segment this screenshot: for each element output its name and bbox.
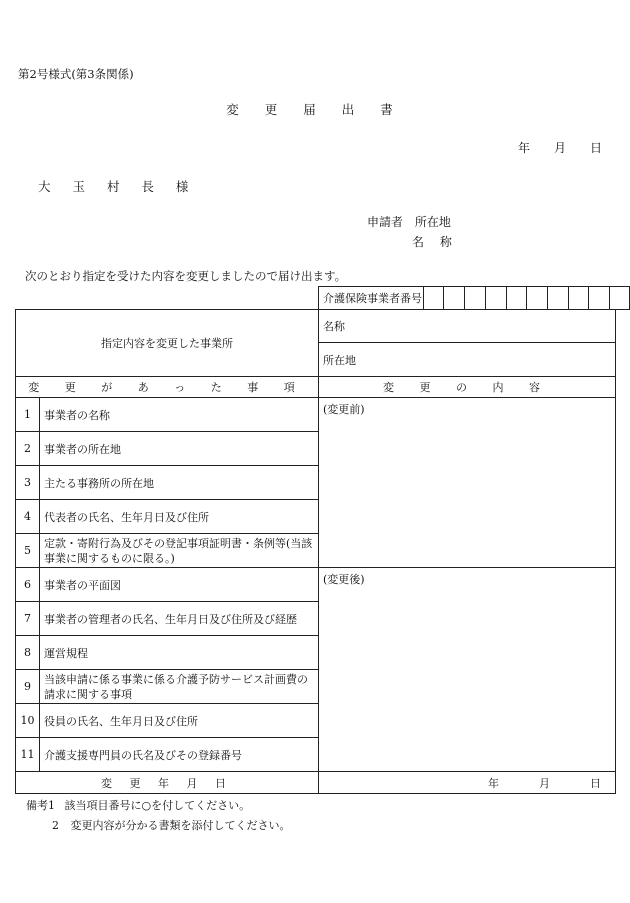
- intro-text: 次のとおり指定を受けた内容を変更しましたので届け出ます。: [25, 269, 347, 283]
- applicant-address-label: 所在地: [414, 215, 451, 229]
- year-label: 年: [518, 141, 531, 155]
- insurer-number-table: [318, 286, 630, 310]
- notes-label: 備考: [26, 799, 48, 812]
- item-number[interactable]: 4: [16, 500, 40, 534]
- item-number[interactable]: 5: [16, 534, 40, 568]
- item-number[interactable]: 8: [16, 636, 40, 670]
- before-change-field[interactable]: (変更前): [319, 398, 616, 568]
- office-name-field[interactable]: 名称: [319, 310, 616, 343]
- change-date-label-text: 変 更 年 月 日: [101, 776, 233, 790]
- note-2: [52, 817, 291, 833]
- change-month-label: 月: [539, 776, 550, 790]
- insurer-number-digit[interactable]: [610, 287, 630, 310]
- day-label: 日: [590, 141, 603, 155]
- item-number[interactable]: 9: [16, 670, 40, 704]
- insurer-number-digit[interactable]: [527, 287, 548, 310]
- item-text: 代表者の氏名、生年月日及び住所: [40, 500, 319, 534]
- item-number[interactable]: 7: [16, 602, 40, 636]
- office-address-field[interactable]: 所在地: [319, 343, 616, 377]
- item-number[interactable]: 11: [16, 738, 40, 772]
- applicant-address-line: [367, 213, 451, 230]
- note-2-text: 変更内容が分かる書類を添付してください。: [70, 819, 291, 832]
- month-label: 月: [554, 141, 567, 155]
- item-number[interactable]: 1: [16, 398, 40, 432]
- note-1: [26, 797, 250, 813]
- applicant-name-label: 名 称: [412, 235, 458, 249]
- change-date-label: [16, 772, 319, 794]
- item-text: 事業者の所在地: [40, 432, 319, 466]
- insurer-number-digit[interactable]: [568, 287, 589, 310]
- item-number[interactable]: 6: [16, 568, 40, 602]
- item-number[interactable]: 2: [16, 432, 40, 466]
- item-text: 事業者の名称: [40, 398, 319, 432]
- insurer-number-digit[interactable]: [444, 287, 465, 310]
- insurer-number-digit[interactable]: [423, 287, 444, 310]
- item-number[interactable]: 3: [16, 466, 40, 500]
- item-text: 当該申請に係る事業に係る介護予防サービス計画費の請求に関する事項: [40, 670, 319, 704]
- after-change-field[interactable]: (変更後): [319, 568, 616, 772]
- insurer-number-digit[interactable]: [547, 287, 568, 310]
- item-number[interactable]: 10: [16, 704, 40, 738]
- insurer-number-digit[interactable]: [465, 287, 486, 310]
- document-title: 変 更 届 出 書: [226, 102, 404, 117]
- change-year-label: 年: [488, 776, 499, 790]
- item-text: 主たる事務所の所在地: [40, 466, 319, 500]
- item-text: 事業者の管理者の氏名、生年月日及び住所及び経歴: [40, 602, 319, 636]
- insurer-number-digit[interactable]: [485, 287, 506, 310]
- item-text: 介護支援専門員の氏名及びその登録番号: [40, 738, 319, 772]
- change-date-field[interactable]: [319, 772, 616, 794]
- items-header: 変 更 が あ っ た 事 項: [16, 377, 319, 398]
- note-1-text: 該当項目番号に○を付してください。: [64, 799, 251, 812]
- content-header: 変 更 の 内 容: [319, 377, 616, 398]
- office-label: 指定内容を変更した事業所: [16, 310, 319, 377]
- insurer-number-digit[interactable]: [589, 287, 610, 310]
- change-form-table: [15, 309, 616, 794]
- change-day-label: 日: [590, 776, 601, 790]
- note-1-number: 1: [48, 799, 55, 812]
- insurer-number-digit[interactable]: [506, 287, 527, 310]
- submission-date: [518, 139, 602, 156]
- applicant-label: 申請者: [367, 215, 404, 229]
- note-2-number: 2: [52, 819, 59, 832]
- form-number-label: 第2号様式(第3条関係): [18, 67, 134, 81]
- insurer-number-label: 介護保険事業者番号: [319, 287, 424, 310]
- item-text: 定款・寄附行為及びその登記事項証明書・条例等(当該事業に関するものに限る。): [40, 534, 319, 568]
- item-text: 運営規程: [40, 636, 319, 670]
- item-text: 事業者の平面図: [40, 568, 319, 602]
- item-text: 役員の氏名、生年月日及び住所: [40, 704, 319, 738]
- recipient: 大 玉 村 長 様: [38, 179, 198, 194]
